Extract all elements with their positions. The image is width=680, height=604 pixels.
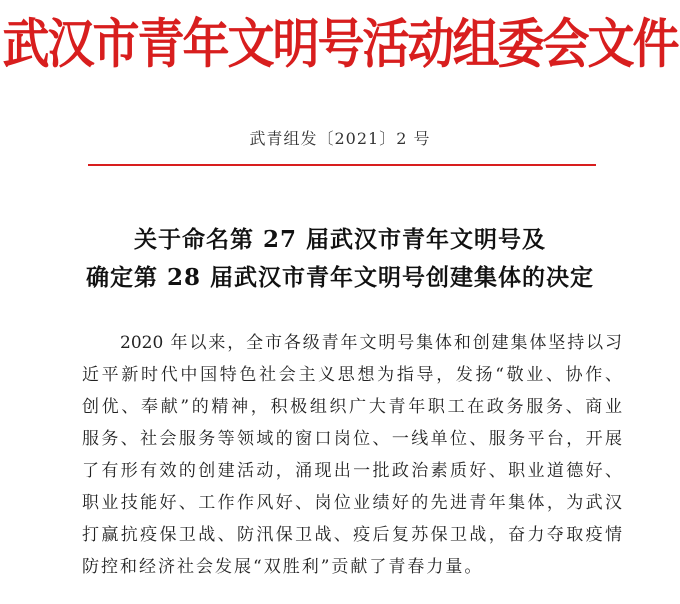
body-line-3: 创优、奉献”的精神，积极组织广大青年职工在政务服务、商业 (82, 397, 622, 417)
body-line-6: 职业技能好、工作作风好、岗位业绩好的先进青年集体，为武汉 (82, 493, 622, 513)
document-number: 武青组发〔2021〕2 号 (249, 129, 431, 148)
body-line-4: 服务、社会服务等领域的窗口岗位、一线单位、服务平台，开展 (82, 429, 622, 449)
body-paragraph (82, 328, 622, 584)
body-line-5: 了有形有效的创建活动，涌现出一批政治素质好、职业道德好、 (82, 461, 622, 481)
body-line-1: 2020 年以来，全市各级青年文明号集体和创建集体坚持以习 (120, 333, 622, 353)
red-divider-line (88, 164, 596, 166)
document-title-line-2: 确定第 28 届武汉市青年文明号创建集体的决定 (85, 264, 595, 291)
body-line-2: 近平新时代中国特色社会主义思想为指导，发扬“敬业、协作、 (82, 365, 622, 385)
document-title-line-1: 关于命名第 27 届武汉市青年文明号及 (133, 226, 547, 253)
body-line-8: 防控和经济社会发展“双胜利”贡献了青春力量。 (82, 557, 484, 577)
body-line-7: 打赢抗疫保卫战、防汛保卫战、疫后复苏保卫战，奋力夺取疫情 (82, 525, 622, 545)
org-header-title: 武汉市青年文明号活动组委会文件 (2, 13, 678, 76)
